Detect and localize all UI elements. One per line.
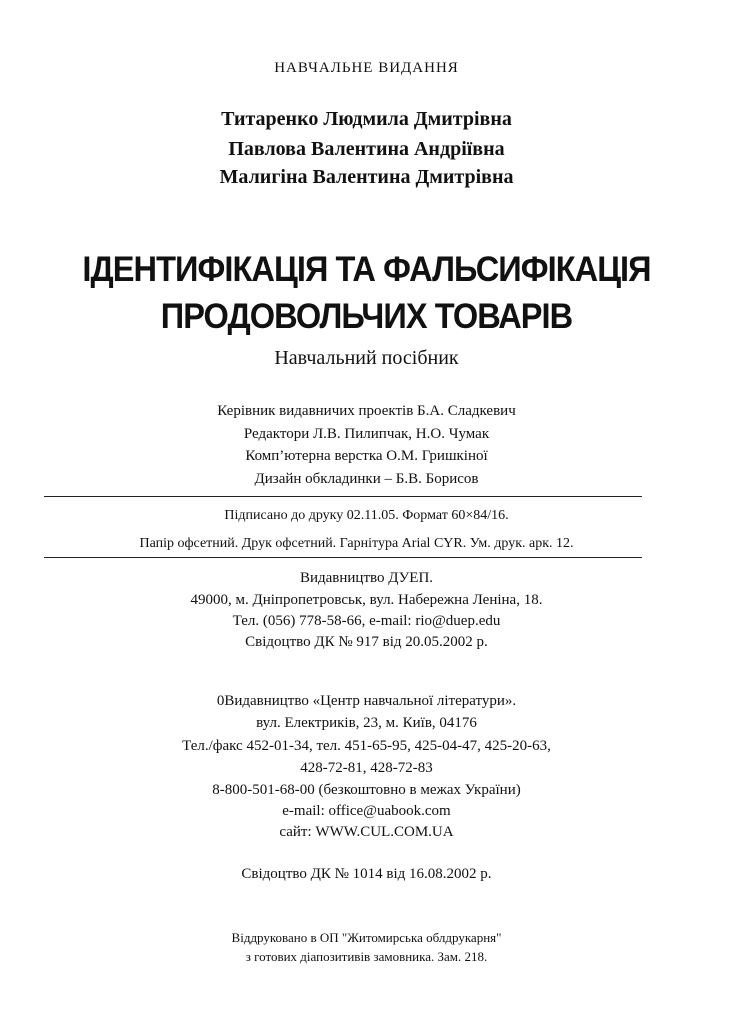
publisher-line: 49000, м. Дніпропетровськ, вул. Набережна Леніна, 18. <box>190 592 543 608</box>
co-publisher-line: сайт: WWW.CUL.COM.UA <box>279 824 454 840</box>
staff-credit: Керівник видавничих проектів Б.А. Сладкевич <box>217 403 516 419</box>
book-title-line: ІДЕНТИФІКАЦІЯ ТА ФАЛЬСИФІКАЦІЯ <box>82 250 651 289</box>
publisher-line: Тел. (056) 778-58-66, e-mail: rio@duep.edu <box>232 613 501 629</box>
book-title-line: ПРОДОВОЛЬЧИХ ТОВАРІВ <box>160 297 573 336</box>
certificate-line: Свідоцтво ДК № 1014 від 16.08.2002 р. <box>241 866 492 882</box>
co-publisher-line: 8-800-501-68-00 (безкоштовно в межах України) <box>212 782 521 798</box>
author-name: Павлова Валентина Андріївна <box>228 138 505 160</box>
co-publisher-line: 0Видавництво «Центр навчальної літератури». <box>216 693 517 709</box>
printer-line: Віддруковано в ОП "Житомирська облдрукарня" <box>231 930 502 945</box>
divider-bottom <box>44 557 642 558</box>
co-publisher-line: Тел./факс 452-01-34, тел. 451-65-95, 425-04-47, 425-20-63, <box>182 738 551 754</box>
co-publisher-line: вул. Електриків, 23, м. Київ, 04176 <box>256 715 477 731</box>
author-name: Малигіна Валентина Дмитрівна <box>219 166 514 188</box>
print-info: Підписано до друку 02.11.05. Формат 60×84/16. <box>224 508 509 523</box>
staff-credit: Комп’ютерна верстка О.М. Гришкіної <box>245 448 488 464</box>
book-subtitle: Навчальний посібник <box>274 347 459 369</box>
publisher-line: Свідоцтво ДК № 917 від 20.05.2002 р. <box>245 634 488 650</box>
divider-top <box>44 496 642 497</box>
co-publisher-line: 428-72-81, 428-72-83 <box>300 760 433 776</box>
printer-line: з готових діапозитивів замовника. Зам. 218. <box>245 949 488 964</box>
staff-credit: Редактори Л.В. Пилипчак, Н.О. Чумак <box>243 426 490 442</box>
co-publisher-line: e-mail: office@uabook.com <box>282 803 451 819</box>
author-name: Титаренко Людмила Дмитрівна <box>221 108 512 130</box>
print-info: Папір офсетний. Друк офсетний. Гарнітура Arial CYR. Ум. друк. арк. 12. <box>139 536 574 551</box>
edition-label: НАВЧАЛЬНЕ ВИДАННЯ <box>274 60 459 76</box>
staff-credit: Дизайн обкладинки – Б.В. Борисов <box>254 471 479 487</box>
publisher-line: Видавництво ДУЕП. <box>299 570 434 586</box>
